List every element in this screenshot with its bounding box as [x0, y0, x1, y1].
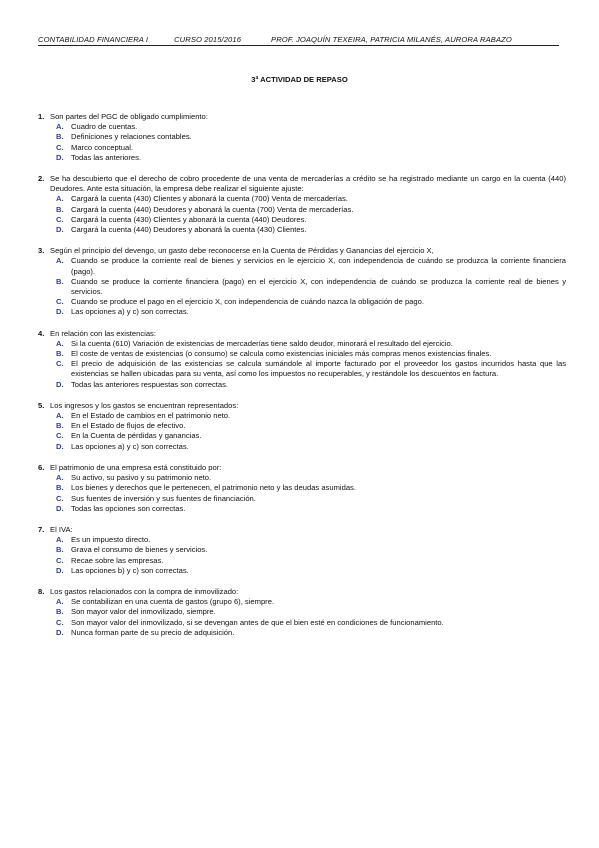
- question-1: [38, 112, 566, 163]
- option-text: Son mayor valor del inmovilizado, siempre.: [71, 607, 216, 617]
- option-a: [56, 535, 566, 545]
- options-list: [38, 597, 566, 638]
- options-list: [38, 256, 566, 317]
- option-text: En el Estado de flujos de efectivo.: [71, 421, 186, 431]
- option-c: [56, 618, 566, 628]
- question-number: 3.: [38, 246, 45, 256]
- option-letter: D.: [56, 307, 64, 317]
- option-c: [56, 431, 566, 441]
- option-d: [56, 225, 566, 235]
- option-letter: A.: [56, 473, 64, 483]
- option-text: Cargará la cuenta (430) Clientes y abonará la cuenta (700) Venta de mercaderías.: [71, 194, 348, 204]
- header-professors: PROF. JOAQUÍN TEXEIRA, PATRICIA MILANÉS, AURORA RABAZO: [271, 35, 512, 44]
- option-text: Todas las opciones son correctas.: [71, 503, 186, 513]
- option-letter: B.: [56, 132, 64, 142]
- option-letter: A.: [56, 256, 64, 266]
- option-text: Si la cuenta (610) Variación de existencias de mercaderías tiene saldo deudor, minorará el resultado del ejercicio.: [71, 338, 453, 348]
- question-text: El IVA:: [50, 524, 73, 534]
- option-text: En la Cuenta de pérdidas y ganancias.: [71, 431, 202, 441]
- option-text: Cuadro de cuentas.: [71, 122, 138, 132]
- option-text: Se contabilizan en una cuenta de gastos (grupo 6), siempre.: [71, 597, 275, 607]
- option-text: Nunca forman parte de su precio de adquisición.: [71, 627, 235, 637]
- options-list: [38, 339, 566, 390]
- option-letter: B.: [56, 204, 64, 214]
- option-d: [56, 442, 566, 452]
- question-text: Se ha descubierto que el derecho de cobro procedente de una venta de mercaderías a crédito se ha registrado mediante un cargo en la cuenta (440) Deudores. Ante esta situación, la empresa debe realizar el siguiente ajuste:: [50, 174, 566, 194]
- option-letter: B.: [56, 349, 64, 359]
- question-6: [38, 463, 566, 514]
- option-letter: D.: [56, 565, 64, 575]
- option-c: [56, 359, 566, 379]
- option-letter: A.: [56, 122, 64, 132]
- option-letter: A.: [56, 194, 64, 204]
- question-text: El patrimonio de una empresa está constituido por:: [50, 462, 222, 472]
- option-text: Las opciones a) y c) son correctas.: [71, 307, 189, 317]
- option-d: [56, 628, 566, 638]
- option-letter: C.: [56, 493, 64, 503]
- option-a: [56, 339, 566, 349]
- question-5: [38, 401, 566, 452]
- option-text: Recae sobre las empresas.: [71, 555, 164, 565]
- question-number: 1.: [38, 112, 45, 121]
- option-letter: A.: [56, 535, 64, 545]
- option-text: Su activo, su pasivo y su patrimonio neto.: [71, 473, 212, 483]
- option-c: [56, 556, 566, 566]
- option-letter: B.: [56, 545, 64, 555]
- option-letter: B.: [56, 276, 64, 286]
- option-letter: D.: [56, 503, 64, 513]
- question-7: [38, 525, 566, 576]
- question-text: En relación con las existencias:: [50, 328, 156, 338]
- option-text: Cuando se produce el pago en el ejercicio X, con independencia de cuándo nazca la obligación de pago.: [71, 297, 424, 307]
- option-a: [56, 597, 566, 607]
- option-b: [56, 607, 566, 617]
- question-number: 6.: [38, 462, 45, 472]
- option-letter: A.: [56, 338, 64, 348]
- options-list: [38, 473, 566, 514]
- question-text: Los ingresos y los gastos se encuentran representados:: [50, 400, 239, 410]
- option-d: [56, 153, 566, 163]
- question-3: [38, 246, 566, 317]
- option-letter: D.: [56, 379, 64, 389]
- options-list: [38, 122, 566, 163]
- option-text: Cargará la cuenta (440) Deudores y abonará la cuenta (430) Clientes.: [71, 225, 307, 235]
- option-text: Grava el consumo de bienes y servicios.: [71, 545, 208, 555]
- question-text: Según el principio del devengo, un gasto debe reconocerse en la Cuenta de Pérdidas y Ganancias del ejercicio X,: [50, 246, 434, 256]
- option-b: [56, 205, 566, 215]
- option-text: Los bienes y derechos que le pertenecen, el patrimonio neto y las deudas asumidas.: [71, 483, 356, 493]
- option-letter: C.: [56, 359, 64, 369]
- option-c: [56, 297, 566, 307]
- option-letter: D.: [56, 152, 64, 162]
- question-number: 2.: [38, 174, 45, 184]
- option-letter: A.: [56, 597, 64, 607]
- option-b: [56, 483, 566, 493]
- option-text: Definiciones y relaciones contables.: [71, 132, 192, 142]
- option-d: [56, 380, 566, 390]
- option-c: [56, 215, 566, 225]
- option-d: [56, 307, 566, 317]
- option-text: Cargará la cuenta (430) Clientes y abonará la cuenta (440) Deudores.: [71, 214, 307, 224]
- option-letter: D.: [56, 225, 64, 235]
- option-letter: C.: [56, 431, 64, 441]
- option-d: [56, 566, 566, 576]
- option-text: Es un impuesto directo.: [71, 535, 151, 545]
- option-text: Las opciones b) y c) son correctas.: [71, 565, 189, 575]
- option-text: El coste de ventas de existencias (o consumo) se calcula como existencias iniciales más compras menos existencias finales.: [71, 349, 492, 359]
- option-d: [56, 504, 566, 514]
- question-number: 8.: [38, 586, 45, 596]
- option-b: [56, 349, 566, 359]
- question-4: [38, 329, 566, 390]
- option-a: [56, 194, 566, 204]
- option-a: [56, 122, 566, 132]
- option-text: Todas las anteriores respuestas son correctas.: [71, 379, 229, 389]
- option-letter: A.: [56, 411, 64, 421]
- option-text: Marco conceptual.: [71, 142, 134, 152]
- option-letter: D.: [56, 627, 64, 637]
- option-text: Cuando se produce la corriente real de bienes y servicios en le ejercicio X, con independencia de cuándo se produzca la corriente financiera (pago).: [71, 256, 566, 276]
- option-text: Las opciones a) y c) son correctas.: [71, 441, 189, 451]
- options-list: [38, 411, 566, 452]
- option-text: Cuando se produce la corriente financiera (pago) en el ejercicio X, con independencia de cuándo se produzca la corriente real de bienes y servicios.: [71, 276, 566, 297]
- option-letter: B.: [56, 421, 64, 431]
- option-letter: C.: [56, 555, 64, 565]
- option-letter: C.: [56, 297, 64, 307]
- page-header: [38, 35, 559, 46]
- question-number: 4.: [38, 328, 45, 338]
- document-title: 3ª ACTIVIDAD DE REPASO: [251, 75, 348, 84]
- option-text: En el Estado de cambios en el patrimonio neto.: [71, 411, 231, 421]
- option-a: [56, 473, 566, 483]
- option-letter: C.: [56, 142, 64, 152]
- option-text: Son mayor valor del inmovilizado, si se devengan antes de que el bien esté en condiciones de funcionamiento.: [71, 617, 444, 627]
- option-text: El precio de adquisición de las existencias se calcula sumándole al importe facturado por el proveedor los gastos incurridos hasta que las existencias se hallen ubicadas para su venta, así como los impuestos no recuperables, y restándole los descuentos en factura.: [71, 359, 566, 379]
- question-2: [38, 174, 566, 235]
- header-subject: CONTABILIDAD FINANCIERA I: [38, 35, 149, 44]
- options-list: [38, 535, 566, 576]
- options-list: [38, 194, 566, 235]
- option-text: Cargará la cuenta (440) Deudores y abonará la cuenta (700) Venta de mercaderías.: [71, 204, 354, 214]
- option-b: [56, 545, 566, 555]
- option-text: Sus fuentes de inversión y sus fuentes de financiación.: [71, 493, 256, 503]
- question-text: Son partes del PGC de obligado cumplimiento:: [50, 112, 208, 121]
- question-text: Los gastos relacionados con la compra de inmovilizado:: [50, 586, 239, 596]
- option-letter: B.: [56, 483, 64, 493]
- header-course: CURSO 2015/2016: [174, 35, 242, 44]
- option-c: [56, 494, 566, 504]
- option-c: [56, 143, 566, 153]
- question-8: [38, 587, 566, 638]
- option-letter: C.: [56, 214, 64, 224]
- option-text: Todas las anteriores.: [71, 152, 142, 162]
- option-letter: C.: [56, 617, 64, 627]
- question-number: 5.: [38, 400, 45, 410]
- option-b: [56, 132, 566, 142]
- option-b: [56, 421, 566, 431]
- option-b: [56, 277, 566, 297]
- questions-list: [38, 112, 566, 649]
- option-a: [56, 411, 566, 421]
- option-a: [56, 256, 566, 276]
- option-letter: B.: [56, 607, 64, 617]
- option-letter: D.: [56, 441, 64, 451]
- question-number: 7.: [38, 524, 45, 534]
